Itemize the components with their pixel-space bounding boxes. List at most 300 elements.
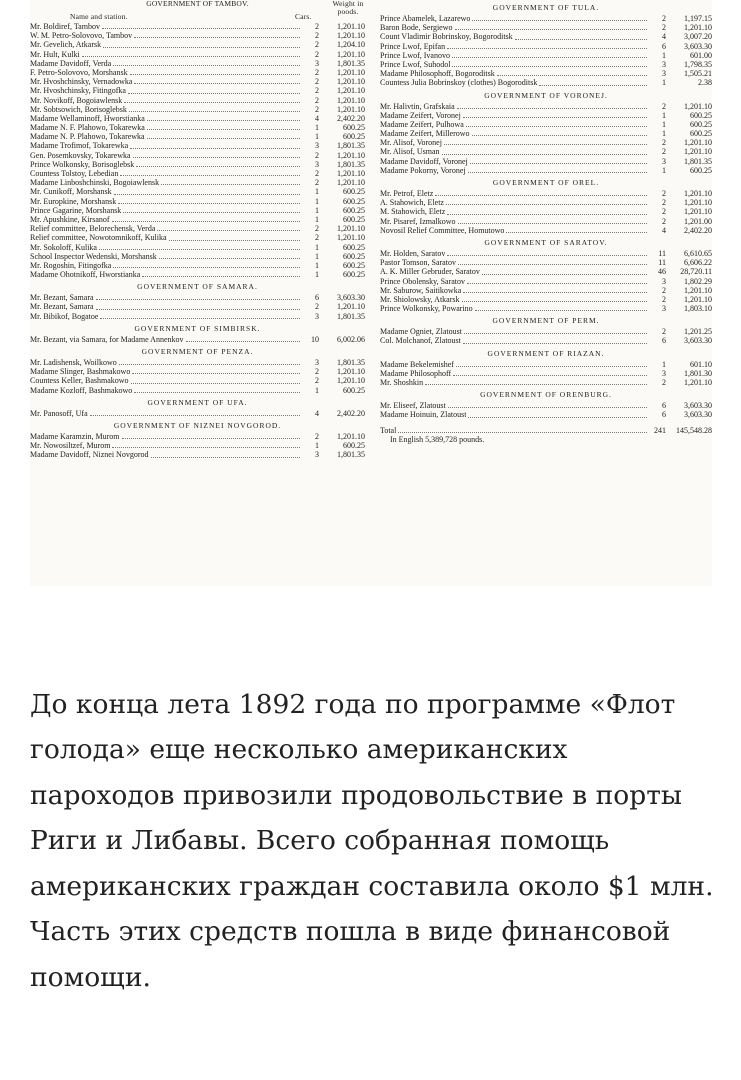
cars-cell: 2: [315, 49, 319, 59]
government-heading: GOVERNMENT OF PERM.: [492, 316, 600, 326]
government-heading: GOVERNMENT OF TULA.: [492, 3, 600, 12]
poods-cell: 1,201.10: [337, 302, 365, 312]
poods-cell: 1,201.10: [337, 77, 365, 87]
table-row: [380, 249, 712, 258]
table-row: [30, 77, 365, 86]
table-row: [30, 386, 365, 395]
government-heading: GOVERNMENT OF SIMBIRSK.: [134, 323, 261, 333]
donor-name-station: Mr. Ladishensk, Woilkowo: [30, 358, 117, 368]
cars-cell: 2: [662, 23, 666, 33]
poods-cell: 1,201.10: [684, 285, 712, 295]
table-row: [30, 169, 365, 178]
donor-name-station: Relief committee, Belorechensk, Verda: [30, 224, 156, 234]
donor-name-station: Mr. Holden, Saratov: [380, 248, 446, 258]
cars-cell: 11: [658, 248, 666, 258]
poods-cell: 600.25: [690, 165, 712, 175]
poods-cell: 600.25: [343, 196, 365, 206]
cars-cell: 2: [662, 294, 666, 304]
cars-cell: 3: [315, 58, 319, 68]
name-column-header: Name and station.: [70, 12, 128, 21]
donor-name-station: Madame Davidoff, Voronej: [380, 156, 468, 166]
cars-cell: 6: [662, 410, 666, 420]
donor-name-station: Mr. Shiolowsky, Atkarsk: [380, 294, 460, 304]
poods-cell: 1,201.10: [337, 431, 365, 441]
donor-name-station: Madame Slinger, Bashmakowo: [30, 367, 131, 377]
donor-name-station: Madame Davidoff, Niznei Novgorod: [30, 450, 149, 460]
cars-cell: 1: [662, 119, 666, 129]
donor-name-station: Madame Bekelemishef: [380, 359, 454, 369]
table-row: [30, 312, 365, 321]
cars-cell: 1: [662, 110, 666, 120]
cars-cell: 10: [311, 334, 319, 344]
cars-cell: 1: [662, 165, 666, 175]
poods-cell: 2,402.20: [337, 113, 365, 123]
donor-name-station: Prince Lwof, Ivanovo: [380, 50, 450, 60]
cars-cell: 1: [315, 214, 319, 224]
table-row: [30, 224, 365, 233]
government-heading: GOVERNMENT OF UFA.: [147, 397, 248, 407]
total-row: [380, 426, 712, 435]
donor-name-station: Pastor Tomson, Saratov: [380, 258, 456, 268]
poods-cell: 601.10: [690, 359, 712, 369]
poods-cell: 1,201.10: [337, 367, 365, 377]
donor-name-station: Mr. Bezant, Samara: [30, 293, 94, 303]
donor-name-station: Prince Lwof, Epifan: [380, 41, 446, 51]
donor-name-station: Mr. Hvoshchinsky, Fitingofka: [30, 86, 126, 96]
table-left-column: [30, 0, 365, 460]
table-row: [30, 123, 365, 132]
cars-cell: 2: [662, 101, 666, 111]
cars-cell: 6: [662, 336, 666, 346]
poods-cell: 1,201.10: [337, 104, 365, 114]
poods-cell: 600.25: [343, 132, 365, 142]
table-row: [380, 336, 712, 345]
cars-cell: 2: [315, 95, 319, 105]
table-row: [30, 50, 365, 59]
table-row: [30, 376, 365, 385]
poods-cell: 1,803.10: [684, 304, 712, 314]
government-heading: GOVERNMENT OF SAMARA.: [137, 282, 258, 292]
cars-cell: 1: [315, 205, 319, 215]
donor-name-station: Madame Zeifert, Voronej: [380, 110, 461, 120]
table-header: [30, 0, 365, 22]
cars-cell: 3: [662, 368, 666, 378]
cars-cell: 4: [662, 225, 666, 235]
poods-cell: 1,801.35: [337, 159, 365, 169]
donor-name-station: Mr. Eliseef, Zlatoust: [380, 401, 446, 411]
government-heading: GOVERNMENT OF OREL.: [492, 178, 600, 188]
donor-name-station: Prince Abamelek, Lazarewo: [380, 14, 471, 23]
table-row: [380, 267, 712, 276]
table-row: [380, 42, 712, 51]
table-row: [380, 360, 712, 369]
donor-name-station: Madame Trofimof, Tokarewka: [30, 141, 129, 151]
poods-cell: 1,201.10: [684, 23, 712, 33]
poods-cell: 28,720.11: [680, 267, 712, 277]
poods-cell: 1,801.35: [337, 58, 365, 68]
table-row: [380, 304, 712, 313]
poods-cell: 600.25: [690, 110, 712, 120]
table-row: [30, 215, 365, 224]
total-label: Total: [380, 425, 397, 435]
donor-name-station: Mr. Saburow, Saitikowka: [380, 285, 462, 295]
poods-cell: 3,007.20: [684, 32, 712, 42]
cars-cell: 1: [315, 251, 319, 261]
donor-name-station: Mr. Bezant, via Samara, for Madame Annenkov: [30, 334, 184, 344]
cars-cell: 1: [315, 187, 319, 197]
table-row: [380, 166, 712, 175]
cars-cell: 1: [315, 242, 319, 252]
cars-cell: 2: [315, 178, 319, 188]
cars-cell: 2: [315, 169, 319, 178]
cars-cell: 3: [662, 276, 666, 286]
poods-cell: 1,201.10: [337, 95, 365, 105]
cars-cell: 2: [315, 31, 319, 41]
poods-cell: 3,603.30: [684, 336, 712, 346]
top-government-heading: GOVERNMENT OF TAMBOV.: [146, 0, 249, 8]
table-row: [30, 206, 365, 215]
poods-cell: 1,201.10: [684, 189, 712, 199]
donor-name-station: Prince Obolensky, Saratov: [380, 276, 466, 286]
poods-cell: 601.00: [690, 50, 712, 60]
table-row: [30, 358, 365, 367]
poods-cell: 1,201.10: [337, 376, 365, 386]
cars-cell: 2: [315, 431, 319, 441]
table-row: [30, 252, 365, 261]
poods-cell: 1,201.10: [337, 49, 365, 59]
table-row: [380, 60, 712, 69]
table-row: [380, 78, 712, 87]
table-row: [30, 432, 365, 441]
cars-cell: 2: [662, 14, 666, 23]
poods-cell: 1,201.10: [684, 198, 712, 208]
government-heading: GOVERNMENT OF RIAZAN.: [487, 348, 605, 358]
cars-cell: 3: [315, 450, 319, 460]
total-cars: 241: [654, 425, 666, 435]
cars-cell: 6: [315, 293, 319, 303]
poods-cell: 6,002.06: [337, 334, 365, 344]
cars-cell: 11: [658, 258, 666, 268]
government-heading: GOVERNMENT OF SARATOV.: [484, 237, 608, 247]
donor-name-station: Madame Wellaminoff, Hworstianka: [30, 113, 145, 123]
donor-name-station: Relief committee, Nowotomnikoff, Kulika: [30, 233, 167, 243]
cars-cell: 3: [662, 59, 666, 69]
poods-cell: 1,801.35: [337, 141, 365, 151]
table-row: [380, 129, 712, 138]
donor-name-station: Mr. Shoshkin: [380, 378, 424, 388]
table-row: [380, 102, 712, 111]
cars-cell: 1: [315, 132, 319, 142]
donor-name-station: Mr. Panosoff, Ufa: [30, 408, 88, 418]
total-poods: 145,548.28: [676, 425, 712, 435]
poods-cell: 1,201.10: [337, 169, 365, 178]
poods-cell: 1,201.10: [337, 86, 365, 96]
table-row: [380, 69, 712, 78]
table-row: [30, 31, 365, 40]
table-row: [380, 138, 712, 147]
scanned-table-image: [30, 0, 712, 586]
poods-cell: 600.25: [343, 205, 365, 215]
donor-name-station: Mr. Apushkine, Kirsanof: [30, 214, 110, 224]
donor-name-station: Countess Keller, Bashmakowo: [30, 376, 129, 386]
donor-name-station: Baron Bode, Sergiewo: [380, 23, 453, 33]
donor-name-station: Madame Hoinuin, Zlatoust: [380, 410, 467, 420]
poods-cell: 2,402.20: [337, 408, 365, 418]
table-row: [380, 189, 712, 198]
table-row: [30, 22, 365, 31]
table-row: [380, 32, 712, 41]
table-row: [30, 409, 365, 418]
table-row: [380, 378, 712, 387]
article-caption: До конца лета 1892 года по программе «Флот голода» еще несколько американских пароходов привозили продовольствие в порты Риги и Либавы. Всего собранная помощь американских граждан составила около $1 млн. Часть этих средств пошла в виде финансовой помощи.: [30, 688, 714, 993]
cars-cell: 2: [662, 189, 666, 199]
table-row: [380, 217, 712, 226]
poods-cell: 1,201.00: [684, 216, 712, 226]
table-row: [380, 198, 712, 207]
donor-name-station: Mr. Rogoshin, Fitingofka: [30, 260, 112, 270]
table-row: [30, 233, 365, 242]
donor-name-station: Novosil Relief Committee, Homutowo: [380, 225, 505, 235]
table-row: [30, 59, 365, 68]
donor-name-station: F. Petro-Solovovo, Morshansk: [30, 67, 128, 77]
cars-cell: 2: [315, 67, 319, 77]
donor-name-station: A. Stahowich, Eletz: [380, 198, 444, 208]
table-row: [30, 293, 365, 302]
poods-cell: 3,603.30: [337, 293, 365, 303]
cars-cell: 4: [662, 32, 666, 42]
poods-cell: 1,201.10: [337, 178, 365, 188]
table-row: [380, 401, 712, 410]
donor-name-station: Madame Philosophoff: [380, 368, 452, 378]
poods-cell: 2.38: [698, 78, 712, 88]
poods-cell: 1,201.10: [684, 294, 712, 304]
poods-cell: 600.25: [343, 251, 365, 261]
cars-cell: 2: [662, 285, 666, 295]
donor-name-station: Madame N. F. Plahowo, Tokarewka: [30, 123, 145, 133]
donor-name-station: Mr. Gevelich, Atkarsk: [30, 40, 102, 50]
poods-cell: 600.25: [343, 187, 365, 197]
donor-name-station: Madame Philosophoff, Bogoroditsk: [380, 69, 495, 79]
cars-cell: 1: [315, 196, 319, 206]
table-row: [30, 187, 365, 196]
poods-cell: 1,201.25: [684, 327, 712, 337]
poods-cell: 600.25: [690, 119, 712, 129]
poods-cell: 1,201.10: [684, 378, 712, 388]
cars-cell: 2: [315, 22, 319, 31]
donor-name-station: Gen. Posemkovsky, Tokarewka: [30, 150, 131, 160]
cars-cell: 1: [315, 260, 319, 270]
poods-cell: 3,603.30: [684, 410, 712, 420]
poods-cell: 600.25: [343, 123, 365, 133]
cars-cell: 3: [662, 304, 666, 314]
cars-cell: 1: [662, 129, 666, 139]
government-heading: GOVERNMENT OF PENZA.: [141, 347, 254, 357]
table-row: [380, 23, 712, 32]
cars-cell: 2: [315, 77, 319, 87]
table-row: [380, 226, 712, 235]
donor-name-station: Madame Ogniet, Zlatoust: [380, 327, 462, 337]
table-row: [380, 277, 712, 286]
cars-cell: 2: [315, 367, 319, 377]
donor-name-station: Mr. Hult, Kulki: [30, 49, 80, 59]
cars-cell: 4: [315, 408, 319, 418]
poods-cell: 1,201.10: [337, 233, 365, 243]
table-row: [380, 369, 712, 378]
table-row: [380, 157, 712, 166]
donor-name-station: Prince Wolkonsky, Borisoglebsk: [30, 159, 135, 169]
cars-cell: 1: [315, 441, 319, 451]
right-sections: [380, 3, 712, 420]
donor-name-station: Countess Julia Bobrinskoy (clothes) Bogoroditsk: [380, 78, 538, 88]
cars-cell: 1: [662, 359, 666, 369]
table-row: [30, 160, 365, 169]
poods-cell: 3,603.30: [684, 401, 712, 411]
poods-cell: 6,606.22: [684, 258, 712, 268]
table-row: [30, 243, 365, 252]
table-row: [380, 295, 712, 304]
poods-cell: 600.25: [343, 214, 365, 224]
poods-cell: 1,201.10: [337, 67, 365, 77]
cars-cell: 6: [662, 41, 666, 51]
poods-cell: 3,603.30: [684, 41, 712, 51]
poods-column-header: Weight in poods.: [332, 0, 364, 16]
table-row: [30, 141, 365, 150]
poods-cell: 1,201.10: [684, 138, 712, 148]
poods-cell: 600.25: [343, 441, 365, 451]
poods-cell: 1,798.35: [684, 59, 712, 69]
table-row: [30, 105, 365, 114]
cars-cell: 1: [315, 385, 319, 395]
table-row: [30, 40, 365, 49]
poods-cell: 1,197.15: [684, 14, 712, 23]
donor-name-station: Prince Gagarine, Morshansk: [30, 205, 122, 215]
poods-cell: 1,802.29: [684, 276, 712, 286]
cars-cell: 2: [315, 104, 319, 114]
donor-name-station: Madame Ohotnikoff, Hworstianka: [30, 270, 141, 280]
cars-cell: 2: [662, 198, 666, 208]
table-row: [30, 302, 365, 311]
table-row: [380, 14, 712, 23]
donor-name-station: Madame Kozloff, Bashmakowo: [30, 385, 133, 395]
donor-name-station: Mr. Halivtin, Grafskaia: [380, 101, 455, 111]
table-row: [380, 51, 712, 60]
government-heading: GOVERNMENT OF VORONEJ.: [484, 90, 608, 100]
cars-cell: 1: [662, 50, 666, 60]
cars-cell: 2: [662, 216, 666, 226]
donor-name-station: Mr. Cunikoff, Morshansk: [30, 187, 112, 197]
table-row: [380, 327, 712, 336]
donor-name-station: Prince Lwof, Suhodol: [380, 59, 451, 69]
poods-cell: 600.25: [343, 385, 365, 395]
cars-cell: 2: [315, 40, 319, 50]
poods-cell: 1,801.30: [684, 368, 712, 378]
table-row: [30, 114, 365, 123]
table-row: [380, 410, 712, 419]
english-total-note: In English 5,389,728 pounds.: [390, 434, 485, 444]
table-row: [30, 270, 365, 279]
poods-cell: 1,201.10: [684, 207, 712, 217]
donor-name-station: Mr. Sokoloff, Kulika: [30, 242, 97, 252]
table-row: [380, 258, 712, 267]
cars-cell: 3: [315, 141, 319, 151]
cars-cell: 3: [315, 311, 319, 321]
cars-column-header: Cars.: [295, 12, 312, 21]
table-row: [30, 197, 365, 206]
cars-cell: 2: [662, 147, 666, 157]
cars-cell: 2: [662, 138, 666, 148]
poods-cell: 1,201.10: [684, 147, 712, 157]
table-row: [30, 261, 365, 270]
cars-cell: 1: [315, 123, 319, 133]
table-row: [30, 450, 365, 459]
poods-cell: 2,402.20: [684, 225, 712, 235]
donor-name-station: Madame Pokorny, Voronej: [380, 165, 466, 175]
donor-name-station: Mr. Petrof, Eletz: [380, 189, 434, 199]
cars-cell: 2: [315, 150, 319, 160]
donor-name-station: Madame Zeifert, Pulhowa: [380, 119, 464, 129]
government-heading: GOVERNMENT OF ORENBURG.: [480, 390, 612, 400]
table-row: [30, 441, 365, 450]
cars-cell: 1: [315, 270, 319, 280]
poods-cell: 1,204.10: [337, 40, 365, 50]
table-row: [30, 178, 365, 187]
table-row: [30, 86, 365, 95]
cars-cell: 3: [315, 358, 319, 368]
cars-cell: 2: [315, 302, 319, 312]
cars-cell: 2: [662, 207, 666, 217]
table-row: [380, 207, 712, 216]
table-row: [380, 147, 712, 156]
poods-cell: 600.25: [343, 260, 365, 270]
table-row: [30, 367, 365, 376]
donor-name-station: Madame N. P. Plahowo, Tokarewka: [30, 132, 145, 142]
cars-cell: 4: [315, 113, 319, 123]
donor-name-station: A. K. Miller Gebruder, Saratov: [380, 267, 480, 277]
table-row: [30, 68, 365, 77]
table-row: [380, 120, 712, 129]
donor-name-station: Mr. Novikoff, Bogoiawlensk: [30, 95, 123, 105]
poods-cell: 1,801.35: [337, 450, 365, 460]
donor-name-station: Madame Davidoff, Verda: [30, 58, 112, 68]
donor-name-station: Prince Wolkonsky, Powarino: [380, 304, 473, 314]
poods-cell: 600.25: [343, 270, 365, 280]
table-row: [380, 286, 712, 295]
donor-name-station: Mr. Hvoshchinsky, Vernadowka: [30, 77, 133, 87]
table-row: [30, 335, 365, 344]
donor-name-station: Col. Molchanof, Zlatoust: [380, 336, 461, 346]
poods-cell: 1,201.10: [337, 150, 365, 160]
poods-cell: 1,201.10: [337, 22, 365, 31]
donor-name-station: Madame Zeifert, Millerowo: [380, 129, 470, 139]
cars-cell: 3: [662, 156, 666, 166]
poods-cell: 1,801.35: [684, 156, 712, 166]
cars-cell: 2: [315, 224, 319, 234]
donor-name-station: Madame Linboshchinski, Bogoiawlensk: [30, 178, 160, 188]
poods-cell: 6,610.65: [684, 248, 712, 258]
cars-cell: 2: [315, 233, 319, 243]
cars-cell: 2: [315, 376, 319, 386]
donor-name-station: Countess Tolstoy, Lebedian: [30, 169, 119, 178]
cars-cell: 46: [658, 267, 666, 277]
donor-name-station: M. Stahowich, Eletz: [380, 207, 446, 217]
table-row: [30, 132, 365, 141]
donor-name-station: Mr. Alisof, Usman: [380, 147, 440, 157]
donor-name-station: Mr. Nowosiltzef, Murom: [30, 441, 111, 451]
poods-cell: 1,801.35: [337, 311, 365, 321]
cars-cell: 2: [662, 327, 666, 337]
table-row: [30, 151, 365, 160]
cars-cell: 1: [662, 78, 666, 88]
